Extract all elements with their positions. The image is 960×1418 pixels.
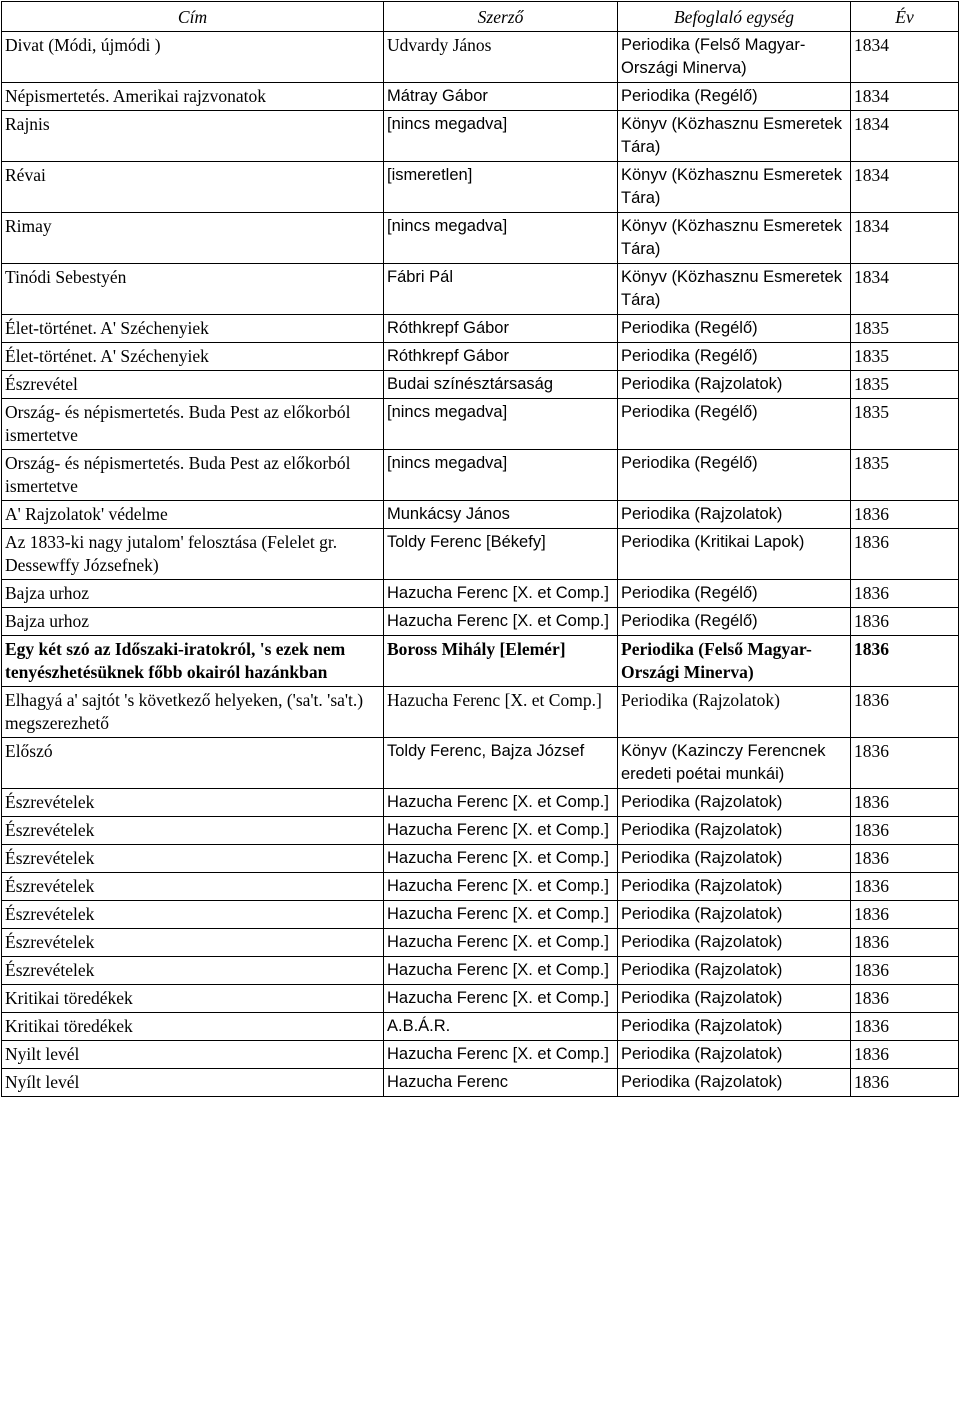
cell-author: [nincs megadva]	[384, 450, 618, 501]
cell-year: 1836	[851, 608, 959, 636]
cell-author: Boross Mihály [Elemér]	[384, 636, 618, 687]
table-row	[2, 845, 959, 873]
cell-year: 1836	[851, 580, 959, 608]
cell-year: 1834	[851, 83, 959, 111]
table-row	[2, 817, 959, 845]
cell-title: Divat (Módi, újmódi )	[2, 32, 384, 83]
cell-year: 1836	[851, 1041, 959, 1069]
cell-author: Hazucha Ferenc [X. et Comp.]	[384, 1041, 618, 1069]
cell-container: Periodika (Rajzolatok)	[618, 687, 851, 738]
table-row	[2, 580, 959, 608]
cell-title: Nyilt levél	[2, 1041, 384, 1069]
cell-author: Hazucha Ferenc	[384, 1069, 618, 1097]
cell-container: Periodika (Rajzolatok)	[618, 1041, 851, 1069]
cell-title: Rimay	[2, 213, 384, 264]
cell-author: Hazucha Ferenc [X. et Comp.]	[384, 985, 618, 1013]
table-row	[2, 371, 959, 399]
table-row	[2, 213, 959, 264]
table-row	[2, 636, 959, 687]
cell-title: Kritikai töredékek	[2, 985, 384, 1013]
cell-year: 1836	[851, 873, 959, 901]
cell-container: Könyv (Közhasznu Esmeretek Tára)	[618, 213, 851, 264]
cell-container: Periodika (Regélő)	[618, 399, 851, 450]
cell-container: Periodika (Regélő)	[618, 580, 851, 608]
cell-title: Az 1833-ki nagy jutalom' felosztása (Felelet gr. Dessewffy Józsefnek)	[2, 529, 384, 580]
cell-title: A' Rajzolatok' védelme	[2, 501, 384, 529]
table-row	[2, 32, 959, 83]
cell-title: Észrevételek	[2, 845, 384, 873]
cell-author: Budai színésztársaság	[384, 371, 618, 399]
cell-year: 1834	[851, 162, 959, 213]
cell-author: Mátray Gábor	[384, 83, 618, 111]
header-title: Cím	[2, 2, 384, 32]
cell-year: 1836	[851, 957, 959, 985]
table-row	[2, 789, 959, 817]
table-row	[2, 111, 959, 162]
cell-author: Hazucha Ferenc [X. et Comp.]	[384, 845, 618, 873]
cell-container: Periodika (Rajzolatok)	[618, 817, 851, 845]
cell-year: 1835	[851, 399, 959, 450]
header-row	[2, 2, 959, 32]
cell-author: [nincs megadva]	[384, 213, 618, 264]
cell-title: Élet-történet. A' Széchenyiek	[2, 343, 384, 371]
cell-year: 1836	[851, 901, 959, 929]
cell-year: 1836	[851, 1013, 959, 1041]
cell-year: 1836	[851, 789, 959, 817]
cell-author: Munkácsy János	[384, 501, 618, 529]
cell-container: Könyv (Közhasznu Esmeretek Tára)	[618, 111, 851, 162]
cell-year: 1836	[851, 1069, 959, 1097]
cell-year: 1836	[851, 738, 959, 789]
table-body	[2, 32, 959, 1097]
cell-year: 1836	[851, 929, 959, 957]
cell-title: Bajza urhoz	[2, 580, 384, 608]
cell-author: Udvardy János	[384, 32, 618, 83]
table-row	[2, 608, 959, 636]
cell-year: 1836	[851, 501, 959, 529]
cell-year: 1835	[851, 315, 959, 343]
table-row	[2, 929, 959, 957]
header-author: Szerző	[384, 2, 618, 32]
table-row	[2, 83, 959, 111]
cell-title: Népismertetés. Amerikai rajzvonatok	[2, 83, 384, 111]
cell-title: Kritikai töredékek	[2, 1013, 384, 1041]
cell-container: Periodika (Regélő)	[618, 343, 851, 371]
cell-title: Észrevételek	[2, 929, 384, 957]
table-row	[2, 901, 959, 929]
cell-container: Periodika (Rajzolatok)	[618, 873, 851, 901]
cell-year: 1836	[851, 985, 959, 1013]
table-row	[2, 687, 959, 738]
cell-year: 1834	[851, 32, 959, 83]
cell-author: Hazucha Ferenc [X. et Comp.]	[384, 957, 618, 985]
cell-year: 1836	[851, 845, 959, 873]
cell-container: Periodika (Regélő)	[618, 608, 851, 636]
cell-author: [nincs megadva]	[384, 399, 618, 450]
cell-title: Észrevételek	[2, 789, 384, 817]
cell-author: Hazucha Ferenc [X. et Comp.]	[384, 608, 618, 636]
cell-container: Periodika (Felső Magyar-Országi Minerva)	[618, 32, 851, 83]
cell-container: Periodika (Regélő)	[618, 315, 851, 343]
cell-container: Könyv (Kazinczy Ferencnek eredeti poétai munkái)	[618, 738, 851, 789]
table-row	[2, 162, 959, 213]
cell-container: Periodika (Rajzolatok)	[618, 929, 851, 957]
cell-title: Tinódi Sebestyén	[2, 264, 384, 315]
cell-container: Könyv (Közhasznu Esmeretek Tára)	[618, 162, 851, 213]
bibliography-table	[1, 1, 959, 1097]
cell-title: Előszó	[2, 738, 384, 789]
cell-container: Periodika (Rajzolatok)	[618, 1013, 851, 1041]
cell-container: Periodika (Rajzolatok)	[618, 501, 851, 529]
cell-title: Észrevételek	[2, 873, 384, 901]
cell-container: Periodika (Rajzolatok)	[618, 789, 851, 817]
table-row	[2, 985, 959, 1013]
cell-author: Hazucha Ferenc [X. et Comp.]	[384, 580, 618, 608]
cell-container: Periodika (Regélő)	[618, 83, 851, 111]
cell-container: Könyv (Közhasznu Esmeretek Tára)	[618, 264, 851, 315]
cell-title: Bajza urhoz	[2, 608, 384, 636]
cell-year: 1834	[851, 111, 959, 162]
cell-author: Hazucha Ferenc [X. et Comp.]	[384, 687, 618, 738]
cell-year: 1835	[851, 450, 959, 501]
cell-author: Hazucha Ferenc [X. et Comp.]	[384, 929, 618, 957]
cell-author: [ismeretlen]	[384, 162, 618, 213]
cell-container: Periodika (Rajzolatok)	[618, 985, 851, 1013]
cell-author: Hazucha Ferenc [X. et Comp.]	[384, 817, 618, 845]
table-header	[2, 2, 959, 32]
cell-title: Észrevételek	[2, 901, 384, 929]
cell-year: 1836	[851, 687, 959, 738]
table-row	[2, 1041, 959, 1069]
cell-author: Toldy Ferenc, Bajza József	[384, 738, 618, 789]
table-row	[2, 501, 959, 529]
cell-title: Észrevétel	[2, 371, 384, 399]
cell-container: Periodika (Felső Magyar-Országi Minerva)	[618, 636, 851, 687]
cell-author: Róthkrepf Gábor	[384, 343, 618, 371]
cell-author: Fábri Pál	[384, 264, 618, 315]
table-row	[2, 343, 959, 371]
cell-container: Periodika (Rajzolatok)	[618, 1069, 851, 1097]
cell-year: 1835	[851, 343, 959, 371]
table-row	[2, 315, 959, 343]
cell-author: Hazucha Ferenc [X. et Comp.]	[384, 873, 618, 901]
cell-container: Periodika (Rajzolatok)	[618, 371, 851, 399]
cell-title: Rajnis	[2, 111, 384, 162]
header-container: Befoglaló egység	[618, 2, 851, 32]
table-row	[2, 1069, 959, 1097]
cell-title: Észrevételek	[2, 817, 384, 845]
table-row	[2, 529, 959, 580]
cell-title: Elhagyá a' sajtót 's következő helyeken, ('sa't. 'sa't.) megszerezhető	[2, 687, 384, 738]
cell-title: Nyílt levél	[2, 1069, 384, 1097]
cell-year: 1834	[851, 264, 959, 315]
table-row	[2, 399, 959, 450]
cell-year: 1835	[851, 371, 959, 399]
table-row	[2, 264, 959, 315]
table-row	[2, 957, 959, 985]
cell-year: 1836	[851, 817, 959, 845]
cell-title: Egy két szó az Időszaki-iratokról, 's ezek nem tenyészhetésüknek főbb okairól hazánkban	[2, 636, 384, 687]
cell-container: Periodika (Kritikai Lapok)	[618, 529, 851, 580]
table-row	[2, 450, 959, 501]
cell-title: Ország- és népismertetés. Buda Pest az előkorból ismertetve	[2, 450, 384, 501]
cell-container: Periodika (Rajzolatok)	[618, 845, 851, 873]
cell-title: Ország- és népismertetés. Buda Pest az előkorból ismertetve	[2, 399, 384, 450]
table-row	[2, 1013, 959, 1041]
cell-title: Észrevételek	[2, 957, 384, 985]
cell-author: [nincs megadva]	[384, 111, 618, 162]
table-row	[2, 738, 959, 789]
cell-container: Periodika (Rajzolatok)	[618, 901, 851, 929]
cell-container: Periodika (Rajzolatok)	[618, 957, 851, 985]
cell-year: 1836	[851, 529, 959, 580]
cell-year: 1836	[851, 636, 959, 687]
cell-author: Hazucha Ferenc [X. et Comp.]	[384, 901, 618, 929]
cell-author: A.B.Á.R.	[384, 1013, 618, 1041]
cell-year: 1834	[851, 213, 959, 264]
cell-author: Róthkrepf Gábor	[384, 315, 618, 343]
cell-title: Élet-történet. A' Széchenyiek	[2, 315, 384, 343]
cell-title: Révai	[2, 162, 384, 213]
cell-author: Toldy Ferenc [Békefy]	[384, 529, 618, 580]
header-year: Év	[851, 2, 959, 32]
table-row	[2, 873, 959, 901]
cell-author: Hazucha Ferenc [X. et Comp.]	[384, 789, 618, 817]
cell-container: Periodika (Regélő)	[618, 450, 851, 501]
